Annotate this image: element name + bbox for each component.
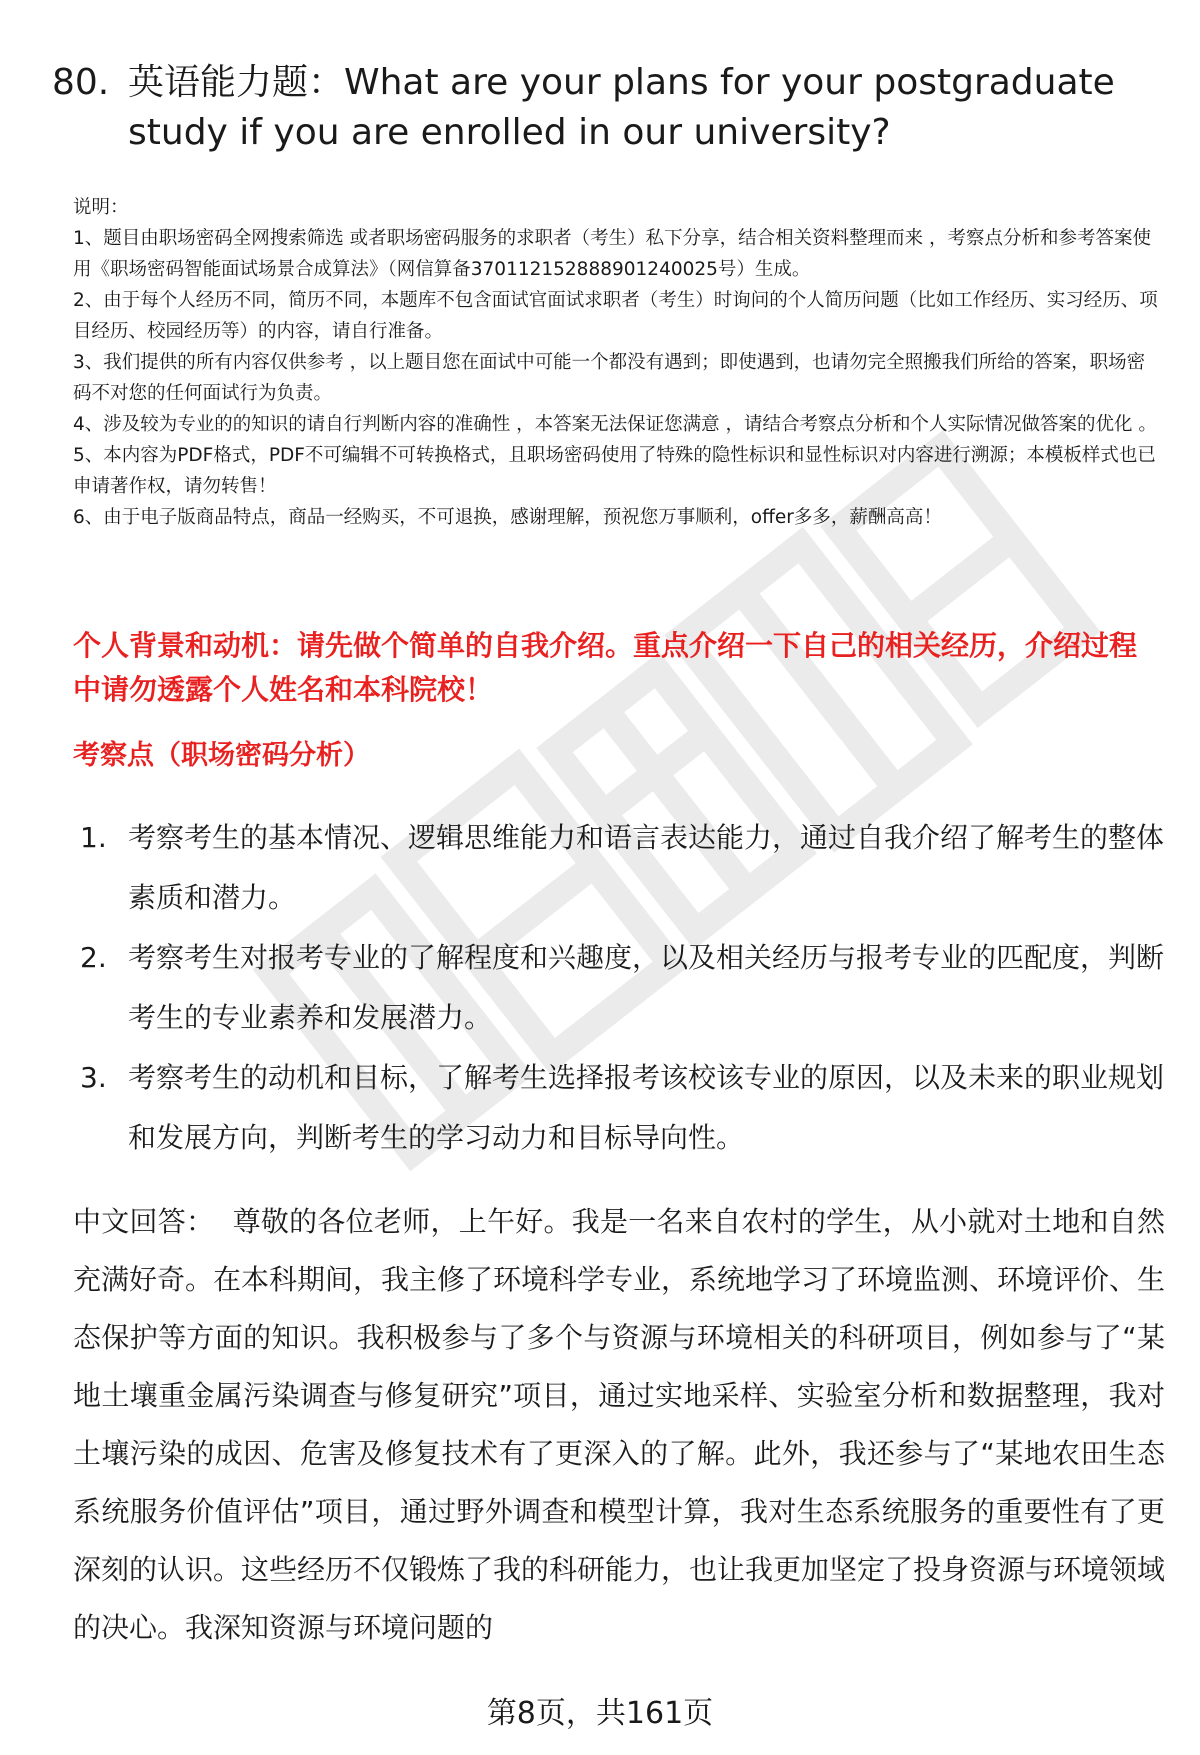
analysis-points	[80, 808, 1165, 1168]
list-item	[80, 1048, 1165, 1168]
point-index: 1.	[80, 821, 107, 854]
disclaimer-notes	[73, 192, 1163, 533]
point-index: 3.	[80, 1061, 107, 1094]
chinese-answer	[73, 1193, 1165, 1657]
notes-heading: 说明：	[73, 197, 129, 218]
question-number: 80.	[52, 62, 110, 103]
note-item: 6、由于电子版商品特点，商品一经购买，不可退换，感谢理解，预祝您万事顺利，offer多多，薪酬高高！	[73, 507, 942, 528]
interview-prompt: 个人背景和动机：请先做个简单的自我介绍。重点介绍一下自己的相关经历，介绍过程中请勿透露个人姓名和本科院校！	[73, 629, 1138, 706]
list-item	[80, 808, 1165, 928]
answer-label: 中文回答：	[73, 1205, 215, 1238]
note-item: 2、由于每个人经历不同，简历不同，本题库不包含面试官面试求职者（考生）时询问的个人简历问题（比如工作经历、实习经历、项目经历、校园经历等）的内容，请自行准备。	[73, 290, 1158, 342]
answer-text: 尊敬的各位老师，上午好。我是一名来自农村的学生，从小就对土地和自然充满好奇。在本科期间，我主修了环境科学专业，系统地学习了环境监测、环境评价、生态保护等方面的知识。我积极参与了多个与资源与环境相关的科研项目，例如参与了“某地土壤重金属污染调查与修复研究”项目，通过实地采样、实验室分析和数据整理，我对土壤污染的成因、危害及修复技术有了更深入的了解。此外，我还参与了“某地农田生态系统服务价值评估”项目，通过野外调查和模型计算，我对生态系统服务的重要性有了更深刻的认识。这些经历不仅锻炼了我的科研能力，也让我更加坚定了投身资源与环境领域的决心。我深知资源与环境问题的	[73, 1205, 1166, 1644]
point-text: 考察考生的基本情况、逻辑思维能力和语言表达能力，通过自我介绍了解考生的整体素质和潜力。	[128, 821, 1165, 914]
note-item: 3、我们提供的所有内容仅供参考 ，以上题目您在面试中可能一个都没有遇到；即使遇到，也请勿完全照搬我们所给的答案，职场密码不对您的任何面试行为负责。	[73, 352, 1146, 404]
point-index: 2.	[80, 941, 107, 974]
analysis-heading: 考察点（职场密码分析）	[73, 740, 370, 771]
page-number: 第8页，共161页	[486, 1696, 714, 1731]
question-title	[52, 58, 1162, 158]
point-text: 考察考生对报考专业的了解程度和兴趣度，以及相关经历与报考专业的匹配度，判断考生的专业素养和发展潜力。	[128, 941, 1165, 1034]
note-item: 5、本内容为PDF格式，PDF不可编辑不可转换格式，且职场密码使用了特殊的隐性标识和显性标识对内容进行溯源；本模板样式也已申请著作权，请勿转售！	[73, 445, 1156, 497]
list-item	[80, 928, 1165, 1048]
note-item: 1、题目由职场密码全网搜索筛选 或者职场密码服务的求职者（考生）私下分享，结合相关资料整理而来 ，考察点分析和参考答案使用《职场密码智能面试场景合成算法》（网信算备370112152888901240025号）生成。	[73, 228, 1152, 280]
point-text: 考察考生的动机和目标，了解考生选择报考该校该专业的原因，以及未来的职业规划和发展方向，判断考生的学习动力和目标导向性。	[128, 1061, 1165, 1154]
question-text: 英语能力题：What are your plans for your postgraduate study if you are enrolled in our university?	[128, 62, 1115, 153]
note-item: 4、涉及较为专业的的知识的请自行判断内容的准确性 ，本答案无法保证您满意 ，请结合考察点分析和个人实际情况做答案的优化 。	[73, 414, 1157, 435]
